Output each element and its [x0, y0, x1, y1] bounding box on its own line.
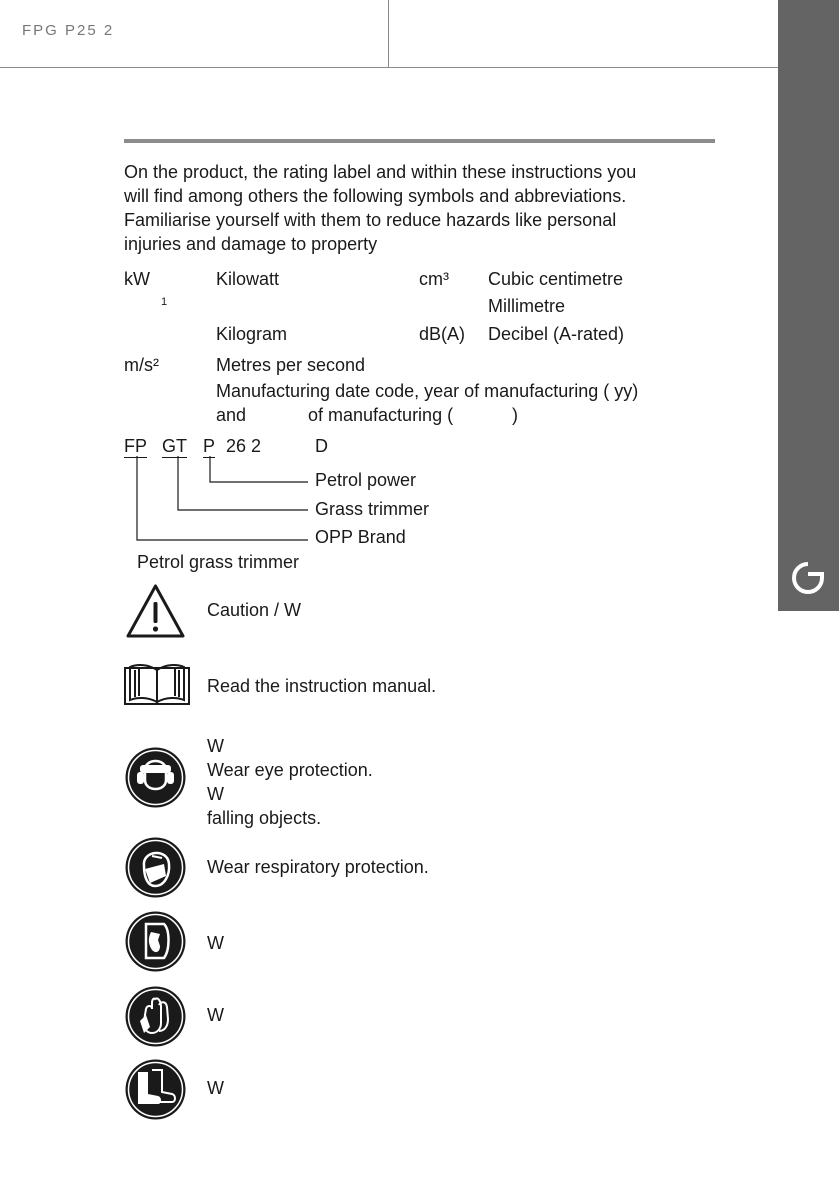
- intro-line: injuries and damage to property: [124, 234, 378, 254]
- eye-protection-text-1: W: [207, 736, 224, 756]
- label-brand: OPP Brand: [315, 527, 406, 547]
- abbr-kw: kW: [124, 269, 150, 289]
- language-g-icon: [790, 560, 826, 596]
- instruction-manual-icon: [124, 660, 190, 706]
- def-db: Decibel (A-rated): [488, 324, 625, 344]
- respiratory-protection-icon: [124, 836, 187, 899]
- code-fp: FP: [124, 436, 148, 456]
- eye-protection-text-4: falling objects.: [207, 808, 322, 828]
- abbr-ms: m/s²: [124, 355, 159, 375]
- warning-triangle-icon: [124, 582, 187, 639]
- def-mm: Millimetre: [488, 296, 566, 316]
- language-side-tab: [778, 0, 839, 611]
- def-cm3: Cubic centimetre: [488, 269, 624, 289]
- gloves-text: W: [207, 1005, 224, 1025]
- header-column-divider: [388, 0, 389, 67]
- manual-text: Read the instruction manual.: [207, 676, 437, 696]
- face-shield-icon: [124, 910, 187, 973]
- code-number: 26 2: [226, 436, 262, 456]
- def-date-close: ): [512, 405, 518, 425]
- label-product: Petrol grass trimmer: [137, 552, 300, 572]
- model-code-bracket-lines: [120, 456, 320, 546]
- def-date-code: Manufacturing date code, year of manufacturing ( yy): [216, 381, 639, 401]
- safety-boots-icon: [124, 1058, 187, 1121]
- label-petrol-power: Petrol power: [315, 470, 417, 490]
- eye-protection-text-2: Wear eye protection.: [207, 760, 373, 780]
- code-d: D: [315, 436, 328, 456]
- protective-gloves-icon: [124, 985, 187, 1048]
- def-date-and: and: [216, 405, 247, 425]
- intro-line: On the product, the rating label and within these instructions you: [124, 162, 637, 182]
- def-kg: Kilogram: [216, 324, 288, 344]
- eye-protection-text-3: W: [207, 784, 224, 804]
- section-rule: [124, 139, 715, 143]
- boots-text: W: [207, 1078, 224, 1098]
- def-kw: Kilowatt: [216, 269, 280, 289]
- model-code: FPG P25 2: [22, 22, 115, 39]
- header-divider: [0, 67, 778, 68]
- def-date-month: of manufacturing (: [308, 405, 454, 425]
- intro-line: will find among others the following symbols and abbreviations.: [124, 186, 627, 206]
- superscript-one: 1: [161, 296, 168, 308]
- code-gt: GT: [162, 436, 187, 456]
- respiratory-text: Wear respiratory protection.: [207, 857, 429, 877]
- label-grass-trimmer: Grass trimmer: [315, 499, 429, 519]
- intro-paragraph: [124, 160, 724, 256]
- caution-text: Caution / W: [207, 600, 302, 620]
- def-ms: Metres per second: [216, 355, 366, 375]
- abbr-cm3: cm³: [419, 269, 449, 289]
- face-protection-text: W: [207, 933, 224, 953]
- abbr-db: dB(A): [419, 324, 466, 344]
- eye-ear-protection-icon: [124, 746, 187, 809]
- code-p: P: [203, 436, 216, 456]
- intro-line: Familiarise yourself with them to reduce hazards like personal: [124, 210, 617, 230]
